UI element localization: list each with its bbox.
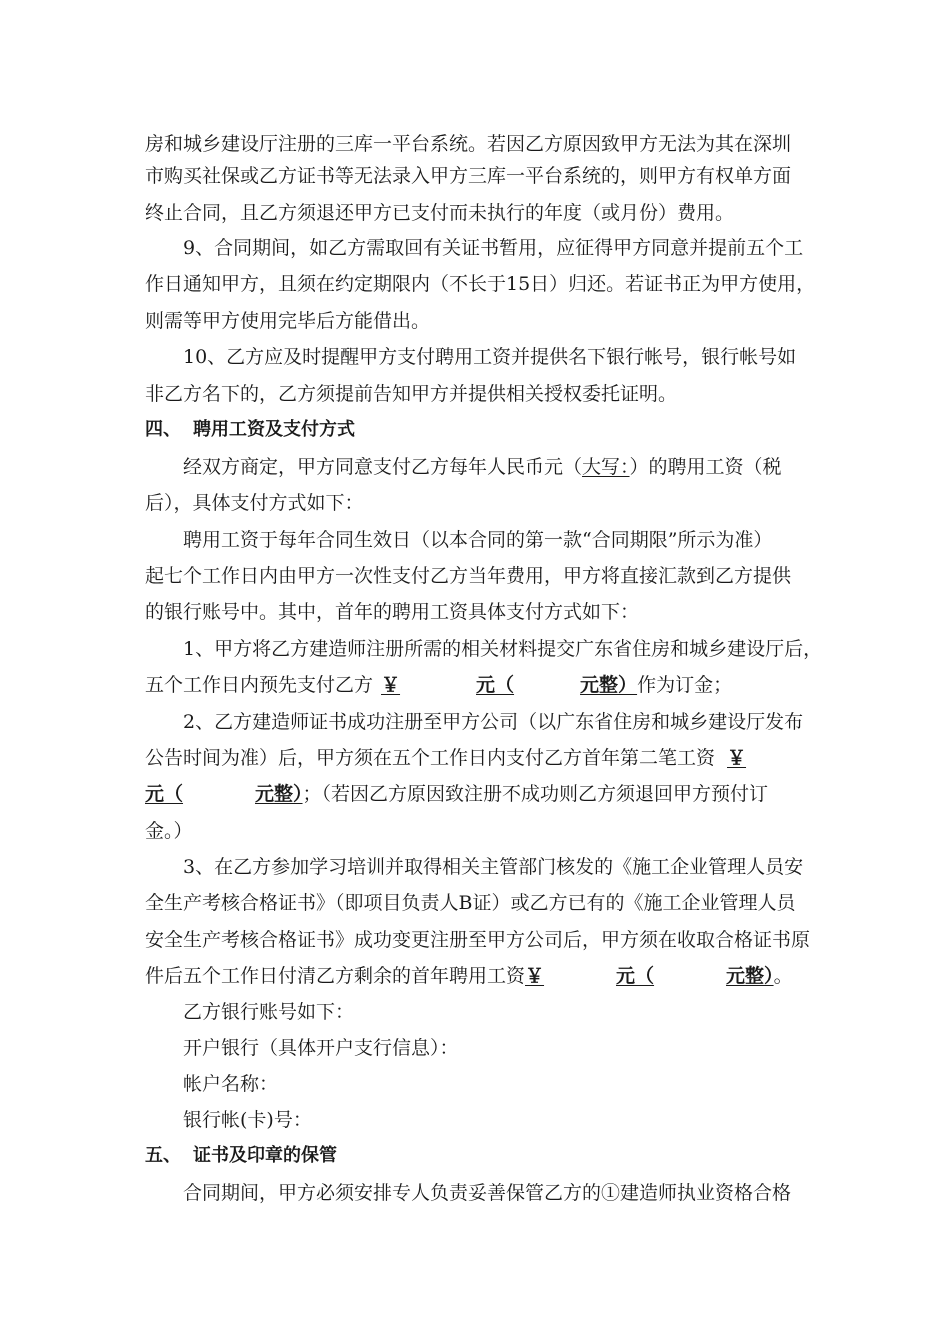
clause-2-line: 2、乙方建造师证书成功注册至甲方公司（以广东省住房和城乡建设厅发布 xyxy=(183,711,804,733)
paragraph-line: 聘用工资于每年合同生效日（以本合同的第一款“合同期限”所示为准） xyxy=(183,529,773,551)
paragraph-line: 全生产考核合格证书》（即项目负责人B证）或乙方已有的《施工企业管理人员 xyxy=(145,892,796,914)
text-span: 五个工作日内预先支付乙方 xyxy=(145,674,374,696)
second-payment-blank: 元（ 元整） xyxy=(145,783,303,805)
paragraph-line: 非乙方名下的，乙方须提前告知甲方并提供相关授权委托证明。 xyxy=(145,383,678,405)
paragraph-line: 后），具体支付方式如下： xyxy=(145,492,364,514)
paragraph-line: 合同期间，甲方必须安排专人负责妥善保管乙方的①建造师执业资格合格 xyxy=(183,1182,792,1204)
paragraph-line: 的银行账号中。其中，首年的聘用工资具体支付方式如下： xyxy=(145,601,640,623)
account-name-field: 帐户名称： xyxy=(183,1073,279,1095)
paragraph-line: 终止合同，且乙方须退还甲方已支付而未执行的年度（或月份）费用。 xyxy=(145,202,735,224)
clause-1-line: 1、甲方将乙方建造师注册所需的相关材料提交广东省住房和城乡建设厅后， xyxy=(183,638,823,660)
text-span: 。 xyxy=(773,965,793,987)
amount-in-words-blank: 大写： xyxy=(582,456,630,478)
paragraph-line: 安全生产考核合格证书》成功变更注册至甲方公司后，甲方须在收取合格证书原 xyxy=(145,929,811,951)
paragraph-line: 金。） xyxy=(145,820,193,842)
section-number: 五、 xyxy=(145,1145,181,1166)
text-span: ；（若因乙方原因致注册不成功则乙方须退回甲方预付订 xyxy=(302,783,769,805)
remaining-salary-blank: ￥ 元（ 元整） xyxy=(525,965,774,987)
text-span: 作为订金； xyxy=(637,674,733,696)
paragraph-line xyxy=(145,745,825,771)
text-span: 经双方商定，甲方同意支付乙方每年人民币元（ xyxy=(183,456,583,478)
clause-10-line: 10、乙方应及时提醒甲方支付聘用工资并提供名下银行帐号，银行帐号如 xyxy=(183,346,797,368)
paragraph-line: 则需等甲方使用完毕后方能借出。 xyxy=(145,310,431,332)
text-span: 公告时间为准）后，甲方须在五个工作日内支付乙方首年第二笔工资 xyxy=(145,747,716,769)
clause-9-line: 9、合同期间，如乙方需取回有关证书暂用，应征得甲方同意并提前五个工 xyxy=(183,237,804,259)
paragraph-line xyxy=(145,963,825,989)
section-title: 证书及印章的保管 xyxy=(193,1145,337,1166)
paragraph-line xyxy=(183,454,863,480)
bank-intro: 乙方银行账号如下： xyxy=(183,1001,355,1023)
section-heading-5 xyxy=(145,1143,825,1169)
bank-name-field: 开户银行（具体开户支行信息）： xyxy=(183,1037,459,1059)
paragraph-line xyxy=(145,781,825,807)
paragraph-line: 起七个工作日内由甲方一次性支付乙方当年费用，甲方将直接汇款到乙方提供 xyxy=(145,565,792,587)
text-span: ）的聘用工资（税 xyxy=(629,456,782,478)
second-payment-blank: ￥ xyxy=(727,747,747,769)
paragraph-line: 作日通知甲方，且须在约定期限内（不长于15日）归还。若证书正为甲方使用， xyxy=(145,273,816,295)
text-span: 件后五个工作日付清乙方剩余的首年聘用工资 xyxy=(145,965,526,987)
paragraph-line: 房和城乡建设厅注册的三库一平台系统。若因乙方原因致甲方无法为其在深圳 xyxy=(145,133,792,155)
paragraph-line xyxy=(145,672,825,698)
section-heading-4 xyxy=(145,417,825,443)
deposit-amount-blank: ￥ 元（ 元整） xyxy=(381,674,638,696)
clause-3-line: 3、在乙方参加学习培训并取得相关主管部门核发的《施工企业管理人员安 xyxy=(183,856,804,878)
paragraph-line: 市购买社保或乙方证书等无法录入甲方三库一平台系统的，则甲方有权单方面 xyxy=(145,165,792,187)
section-title: 聘用工资及支付方式 xyxy=(193,419,355,440)
section-number: 四、 xyxy=(145,419,181,440)
account-number-field: 银行帐(卡)号： xyxy=(183,1109,312,1131)
